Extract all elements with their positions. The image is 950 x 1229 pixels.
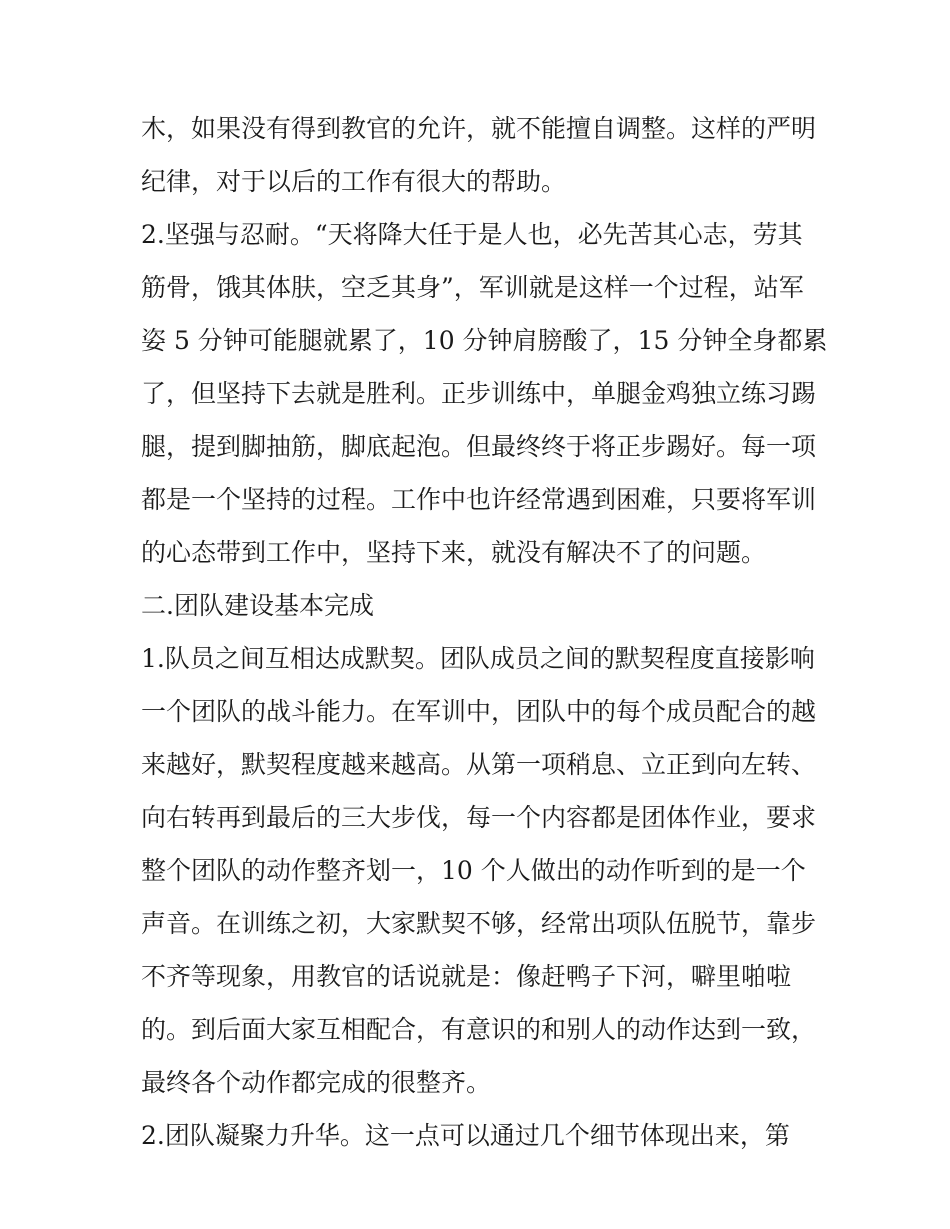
text-line: 腿，提到脚抽筋，脚底起泡。但最终终于将正步踢好。每一项: [141, 432, 817, 461]
text-line: 向右转再到最后的三大步伐，每一个内容都是团体作业，要求: [141, 803, 817, 832]
text-line: 都是一个坚持的过程。工作中也许经常遇到困难，只要将军训: [141, 485, 817, 514]
text-line: 的心态带到工作中，坚持下来，就没有解决不了的问题。: [141, 538, 767, 567]
text-line: 的。到后面大家互相配合，有意识的和别人的动作达到一致，: [141, 1015, 817, 1044]
section-heading: 二.团队建设基本完成: [141, 591, 374, 620]
text-line: 整个团队的动作整齐划一，10 个人做出的动作听到的是一个: [141, 856, 806, 885]
text-line: 最终各个动作都完成的很整齐。: [141, 1068, 492, 1097]
text-line: 不齐等现象，用教官的话说就是：像赶鸭子下河，噼里啪啦: [141, 962, 792, 991]
text-line: 2.坚强与忍耐。“天将降大任于是人也，必先苦其心志，劳其: [141, 220, 803, 249]
text-line: 1.队员之间互相达成默契。团队成员之间的默契程度直接影响: [141, 644, 815, 673]
text-line: 筋骨，饿其体肤，空乏其身”，军训就是这样一个过程，站军: [141, 273, 804, 302]
text-line: 2.团队凝聚力升华。这一点可以通过几个细节体现出来，第: [141, 1121, 790, 1150]
text-line: 纪律，对于以后的工作有很大的帮助。: [141, 167, 567, 196]
text-line: 一个团队的战斗能力。在军训中，团队中的每个成员配合的越: [141, 697, 817, 726]
text-line: 木，如果没有得到教官的允许，就不能擅自调整。这样的严明: [141, 114, 817, 143]
text-line: 声音。在训练之初，大家默契不够，经常出项队伍脱节，靠步: [141, 909, 817, 938]
text-line: 来越好，默契程度越来越高。从第一项稍息、立正到向左转、: [141, 750, 817, 779]
text-line: 了，但坚持下去就是胜利。正步训练中，单腿金鸡独立练习踢: [141, 379, 817, 408]
text-line: 姿 5 分钟可能腿就累了，10 分钟肩膀酸了，15 分钟全身都累: [141, 326, 828, 355]
